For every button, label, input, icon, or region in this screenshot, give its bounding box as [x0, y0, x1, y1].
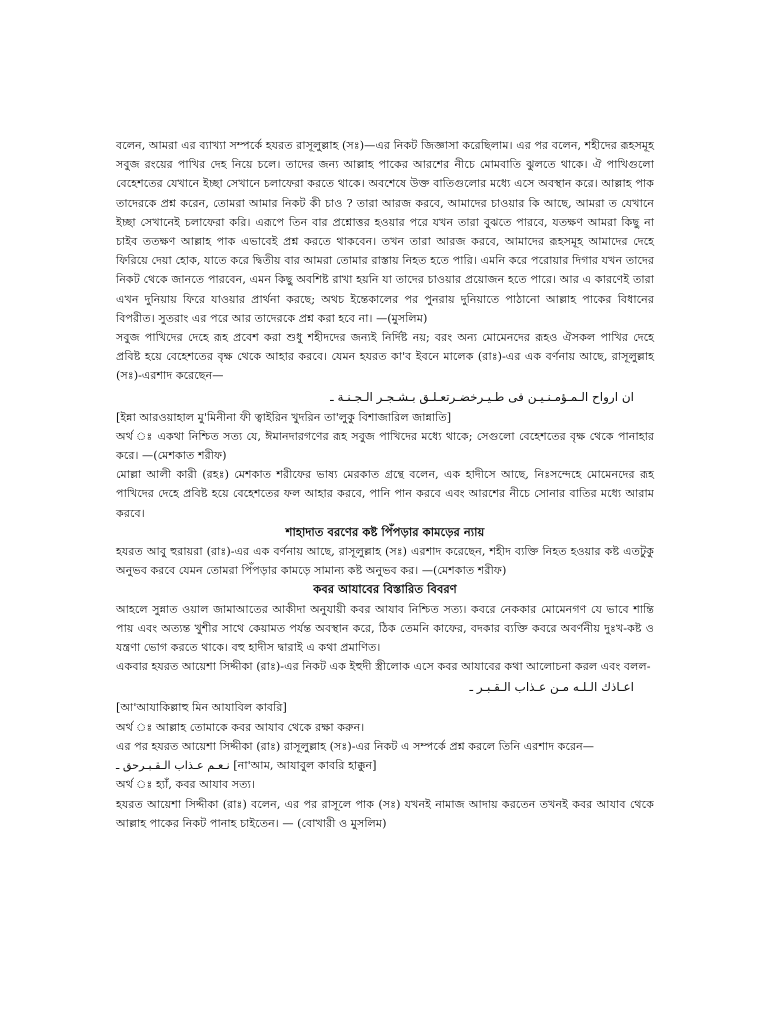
paragraph-martyr-souls: বলেন, আমরা এর ব্যাখ্যা সম্পর্কে হযরত রাসূলুল্লাহ (সঃ)—এর নিকট জিজ্ঞাসা করেছিলাম। এর পর বলেন, শহীদের রূহসমূহ সবুজ রংয়ের পাখির দেহ নিয়ে চলে। তাদের জন্য আল্লাহ পাকের আরশের নীচে মোমবাতি ঝুলতে থাকে। ঐ পাখিগুলো বেহেশতের যেখানে ইচ্ছা সেখানে চলাফেরা করতে থাকে। অবশেষে উক্ত বাতিগুলোর মধ্যে এসে অবস্থান করে। আল্লাহ পাক তাদেরকে প্রশ্ন করেন, তোমরা আমার নিকট কী চাও ? তারা আরজ করবে, আমাদের চাওয়ার কি আছে, আমরা ত যেখানে ইচ্ছা সেখানেই চলাফেরা করি। এরূপে তিন বার প্রশ্নোত্তর হওয়ার পরে যখন তারা বুঝতে পারবে, যতক্ষণ আমরা কিছু না চাইব ততক্ষণ আল্লাহ পাক এভাবেই প্রশ্ন করতে থাকবেন। তখন তারা আরজ করবে, আমাদের রূহসমূহ আমাদের দেহে ফিরিয়ে দেয়া হোক, যাতে করে দ্বিতীয় বার আমরা তোমার রাস্তায় নিহত হতে পারি। এমনি করে পরোয়ার দিগার যখন তাদের নিকট থেকে জানতে পারবেন, এমন কিছু অবশিষ্ট রাখা হয়নি যা তাদের চাওয়ার প্রয়োজন হতে পারে। আর এ কারণেই তারা এখন দুনিয়ায় ফিরে যাওয়ার প্রার্থনা করছে; অথচ ইন্তেকালের পর পুনরায় দুনিয়াতে পাঠানো আল্লাহ পাকের বিধানের বিপরীত। সুতরাং এর পরে আর তাদেরকে প্রশ্ন করা হবে না। —(মুসলিম) [116, 139, 654, 325]
arabic-quote-true: نـعـم عـذاب الـقـبـرحق ـ [116, 759, 230, 773]
paragraph-mulla-ali-qari: মোল্লা আলী কারী (রহঃ) মেশকাত শরীফের ভাষ্য মেরকাত গ্রন্থে বলেন, এক হাদীসে আছে, নিঃসন্দেহে মোমেনদের রূহ পাখিদের দেহে প্রবিষ্ট হয়ে বেহেশতের ফল আহার করবে, পানি পান করবে এবং আরশের নীচে সোনার বাতির মধ্যে আরাম করবে। [116, 468, 654, 520]
document-page [116, 136, 654, 833]
section-heading-grave-punishment: কবর আযাবের বিস্তারিত বিবরণ [313, 582, 457, 597]
paragraph-aisha-conclusion: হযরত আয়েশা সিদ্দীকা (রাঃ) বলেন, এর পর রাসূলে পাক (সঃ) যখনই নামাজ আদায় করতেন তখনই কবর আযাব থেকে আল্লাহ পাকের নিকট পানাহ চাইতেন। — (বোখারী ও মুসলিম) [116, 797, 654, 830]
arabic-quote-souls: ان ارواح الـمـؤمـنـيـن فى طـيـرخضـرتعـلـق بـشـجـر الـجـنـة ـ [330, 389, 634, 404]
line-grave-punishment-true [116, 756, 654, 775]
paragraph-ahlus-sunnah: আহলে সুন্নাত ওয়াল জামাআতের আকীদা অনুযায়ী কবর আযাব নিশ্চিত সত্য। কবরে নেককার মোমেনগণ যে ভাবে শান্তি পায় এবং অত্যন্ত খুশীর সাথে কেয়ামত পর্যন্ত অবস্থান করে, ঠিক তেমনি কাফের, বদকার ব্যক্তি কবরে অবর্ণনীয় দুঃখ-কষ্ট ও যন্ত্রণা ভোগ করতে থাকে। বহু হাদীস দ্বারাই এ কথা প্রমাণিত। [116, 602, 654, 655]
meaning-souls: অর্থ ঃ একথা নিশ্চিত সত্য যে, ঈমানদারগণের রূহ সবুজ পাখিদের মধ্যে থাকে; সেগুলো বেহেশতের বৃক্ষ থেকে পানাহার করে। —(মেশকাত শরীফ) [116, 429, 654, 463]
transliteration-refuge: [আ'আযাকিল্লাহু মিন আযাবিল কাবরি] [116, 701, 287, 715]
arabic-quote-refuge: اعـاذك الـلـه مـن عـذاب الـقـبـر ـ [469, 680, 634, 695]
section-heading-martyrdom: শাহাদাত বরণের কষ্ট পিঁপড়ার কামড়ের ন্যায় [285, 524, 485, 539]
paragraph-aisha-question: এর পর হযরত আয়েশা সিদ্দীকা (রাঃ) রাসূলুল্লাহ (সঃ)-এর নিকট এ সম্পর্কে প্রশ্ন করলে তিনি এরশাদ করেন— [116, 739, 594, 753]
paragraph-green-birds: সবুজ পাখিদের দেহে রূহ প্রবেশ করা শুধু শহীদদের জন্যই নির্দিষ্ট নয়; বরং অন্য মোমেনদের রূহও ঐসকল পাখির দেহে প্রবিষ্ট হয়ে বেহেশতের বৃক্ষ থেকে আহার করবে। যেমন হযরত কা'ব ইবনে মালেক (রাঃ)-এর এক বর্ণনায় আছে, রাসূলুল্লাহ (সঃ)-এরশাদ করেছেন— [116, 331, 654, 383]
meaning-refuge: অর্থ ঃ আল্লাহ তোমাকে কবর আযাব থেকে রক্ষা করুন। [116, 720, 365, 734]
transliteration-true: [না'আম, আযাবুল কাবরি হাক্কুন] [233, 759, 377, 773]
paragraph-aisha-jewish-woman: একবার হযরত আয়েশা সিদ্দীকা (রাঃ)-এর নিকট এক ইহুদী স্ত্রীলোক এসে কবর আযাবের কথা আলোচনা করল এবং বলল- [116, 660, 651, 674]
transliteration-souls: [ইন্না আরওয়াহাল মু'মিনীনা ফী ত্বাইরিন খুদরিন তা'লুকু বিশাজারিল জান্নাতি] [116, 410, 452, 424]
meaning-true: অর্থ ঃ হ্যাঁ, কবর আযাব সত্য। [116, 778, 255, 792]
paragraph-abu-hurayrah: হযরত আবু হুরায়রা (রাঃ)-এর এক বর্ণনায় আছে, রাসূলুল্লাহ (সঃ) এরশাদ করেছেন, শহীদ ব্যক্তি নিহত হওয়ার কষ্ট এতটুকু অনুভব করবে যেমন তোমরা পিঁপড়ার কামড়ে সামান্য কষ্ট অনুভব কর। —(মেশকাত শরীফ) [116, 545, 654, 578]
